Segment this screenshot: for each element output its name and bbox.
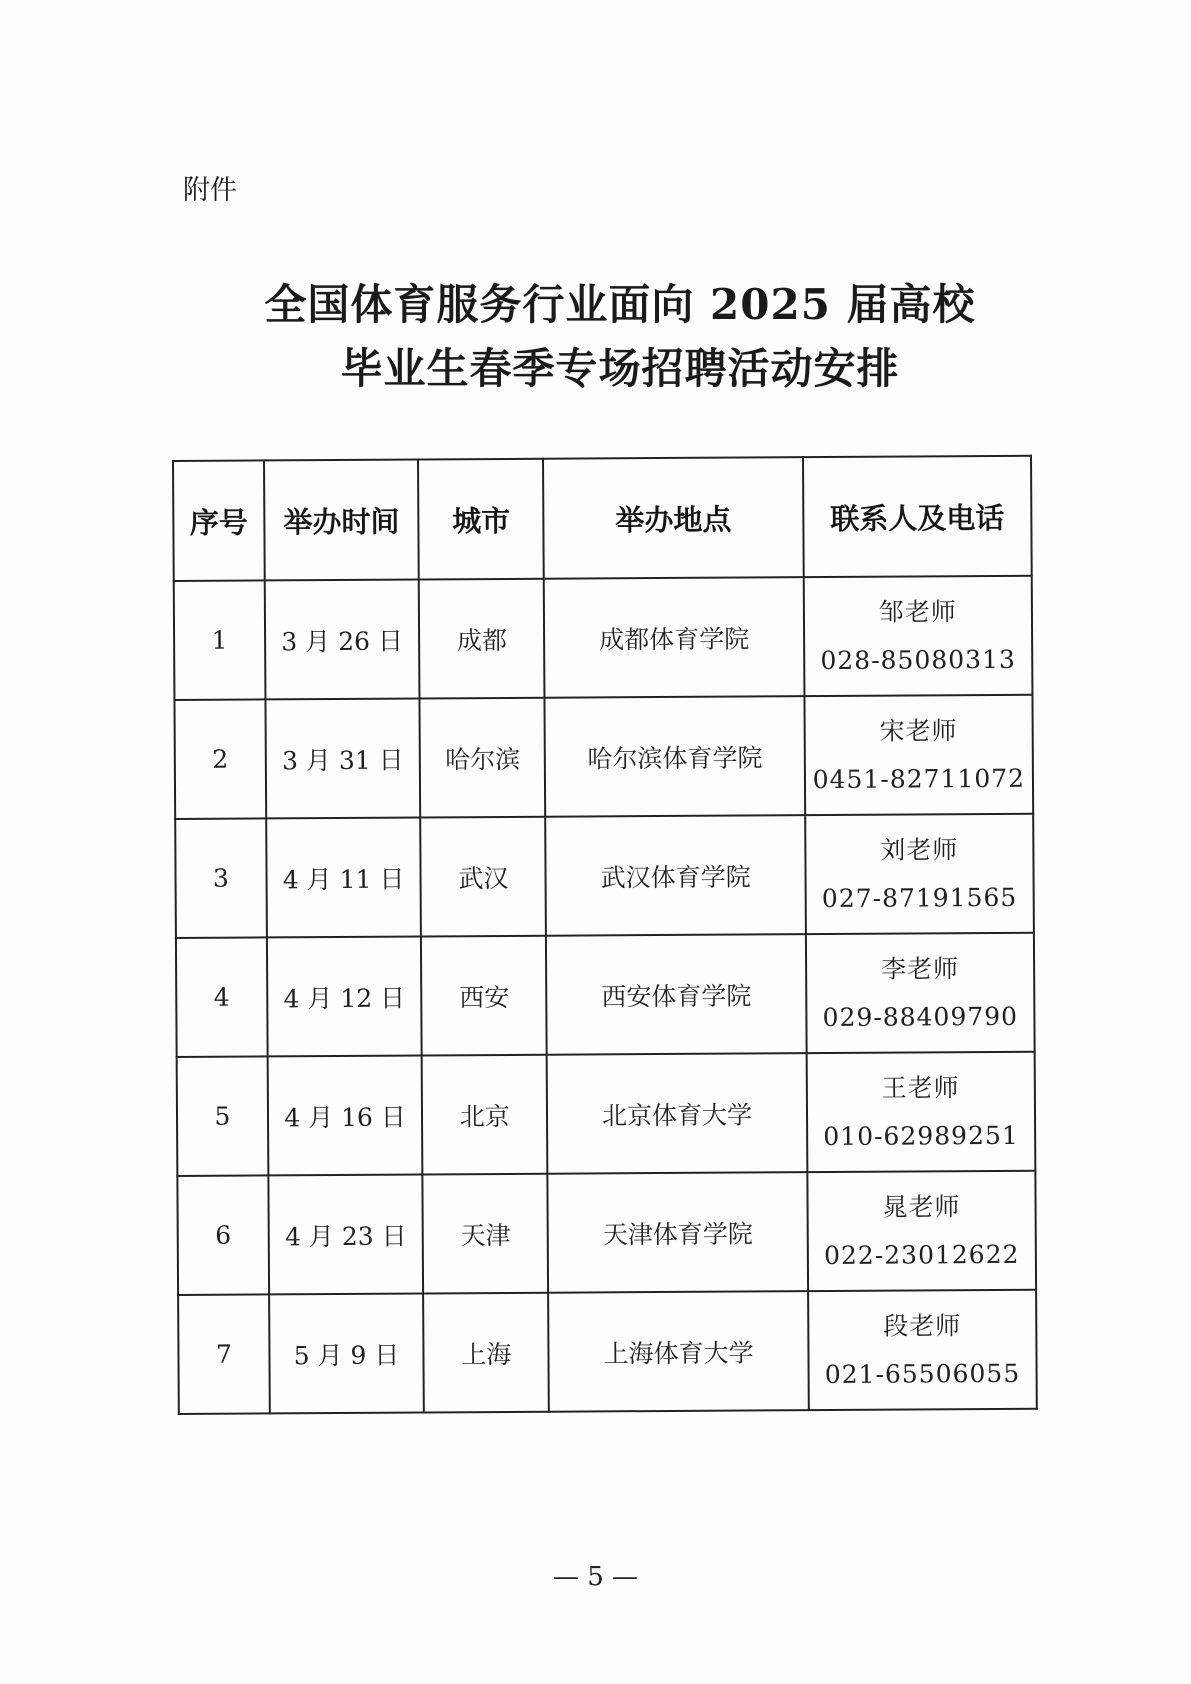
contact-person: 邹老师 (878, 596, 957, 627)
schedule-table (172, 455, 1038, 1415)
cell-date: 5 月 9 日 (269, 1293, 424, 1413)
contact-phone: 021-65506055 (824, 1358, 1021, 1389)
cell-venue: 北京体育大学 (547, 1053, 807, 1174)
cell-no: 3 (175, 818, 267, 938)
cell-venue: 武汉体育学院 (546, 815, 806, 936)
contact-phone: 010-62989251 (823, 1120, 1019, 1151)
cell-date: 4 月 23 日 (268, 1174, 423, 1294)
cell-contact (806, 1052, 1035, 1172)
cell-city: 哈尔滨 (420, 698, 546, 818)
column-header-city: 城市 (418, 459, 544, 580)
cell-contact (806, 933, 1035, 1053)
cell-venue: 上海体育大学 (549, 1291, 809, 1412)
contact-phone: 028-85080313 (820, 644, 1016, 675)
cell-date: 4 月 16 日 (267, 1055, 422, 1175)
table-row (174, 695, 1033, 819)
contact-person: 晁老师 (882, 1191, 961, 1222)
contact-phone: 029-88409790 (822, 1001, 1019, 1032)
cell-date: 3 月 26 日 (265, 579, 420, 699)
cell-city: 北京 (422, 1055, 548, 1175)
contact-phone: 0451-82711072 (812, 763, 1026, 794)
cell-venue: 成都体育学院 (544, 577, 804, 698)
table-row (175, 814, 1034, 938)
cell-venue: 天津体育学院 (548, 1172, 808, 1293)
contact-person: 王老师 (881, 1072, 960, 1103)
cell-city: 武汉 (421, 817, 547, 937)
table-row (178, 1290, 1037, 1414)
title-line-2: 毕业生春季专场招聘活动安排 (340, 344, 900, 393)
contact-person: 段老师 (883, 1310, 962, 1341)
contact-person: 刘老师 (880, 834, 959, 865)
column-header-date: 举办时间 (264, 459, 419, 580)
column-header-venue: 举办地点 (543, 457, 803, 579)
cell-city: 上海 (423, 1293, 549, 1413)
cell-no: 1 (174, 580, 266, 700)
contact-phone: 022-23012622 (823, 1239, 1020, 1270)
attachment-label: 附件 (183, 175, 237, 206)
cell-contact (804, 695, 1033, 815)
cell-city: 成都 (419, 579, 545, 699)
cell-date: 4 月 12 日 (267, 936, 422, 1056)
cell-no: 7 (178, 1294, 270, 1414)
contact-person: 李老师 (880, 953, 960, 984)
cell-no: 4 (176, 937, 268, 1057)
cell-no: 2 (174, 699, 266, 819)
cell-contact (804, 576, 1033, 696)
cell-contact (808, 1290, 1037, 1410)
table-row (174, 576, 1033, 700)
page-number: — 5 — (552, 1562, 639, 1592)
cell-venue: 哈尔滨体育学院 (545, 696, 805, 817)
cell-city: 西安 (421, 936, 547, 1056)
cell-no: 5 (177, 1056, 269, 1176)
cell-date: 3 月 31 日 (265, 698, 420, 818)
cell-date: 4 月 11 日 (266, 817, 421, 937)
cell-no: 6 (177, 1175, 269, 1295)
contact-person: 宋老师 (879, 715, 958, 746)
table-header-row (173, 456, 1032, 581)
title-line-1: 全国体育服务行业面向 2025 届高校 (264, 280, 976, 329)
cell-contact (805, 814, 1034, 934)
contact-phone: 027-87191565 (821, 882, 1018, 913)
column-header-no: 序号 (173, 460, 265, 581)
cell-venue: 西安体育学院 (546, 934, 806, 1055)
column-header-contact: 联系人及电话 (803, 456, 1032, 577)
cell-contact (807, 1171, 1036, 1291)
table-row (177, 1052, 1036, 1176)
cell-city: 天津 (423, 1174, 549, 1294)
table-row (176, 933, 1035, 1057)
table-row (177, 1171, 1036, 1295)
